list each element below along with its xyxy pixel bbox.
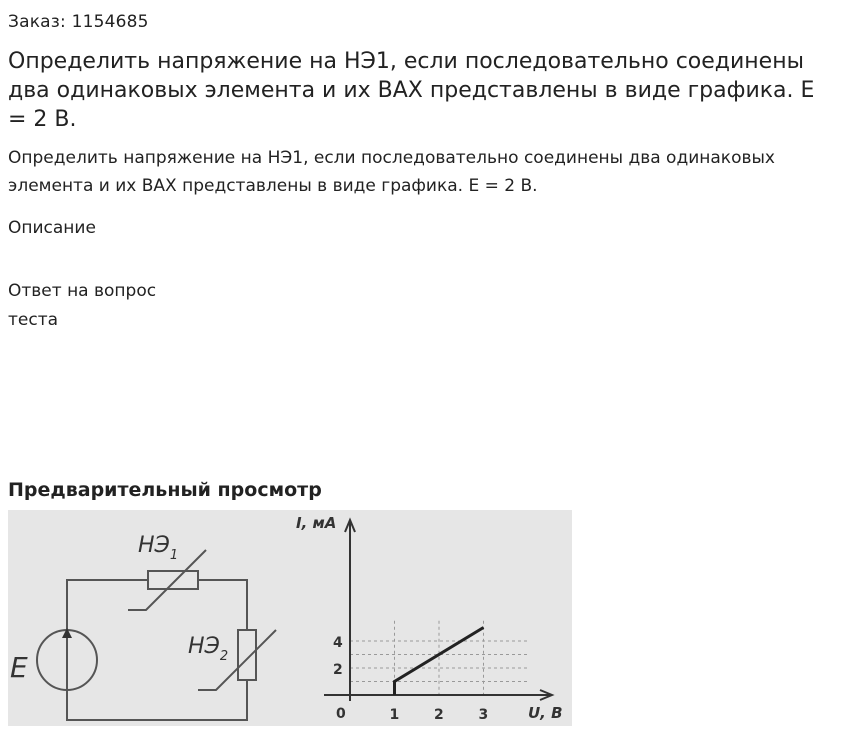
task-title: Определить напряжение на НЭ1, если последовательно соединены два одинаковых элемента и их ВАХ представлены в виде графика. E = 2 В. (8, 49, 815, 132)
graph-y-axis-label: I, мА (296, 514, 337, 532)
answer-label: Ответ на вопрос теста (8, 281, 157, 330)
description-heading: Описание (8, 218, 96, 238)
y-tick-label: 4 (333, 635, 343, 651)
preview-image (8, 510, 572, 726)
vac-curve (395, 628, 484, 696)
graph-origin-label: 0 (336, 706, 346, 722)
order-number: Заказ: 1154685 (8, 12, 149, 32)
element-ne2-label: $НЭ_2$ (188, 634, 229, 664)
circuit-wire-left-top (67, 580, 148, 660)
element-ne1-label: $НЭ_1$ (138, 533, 179, 563)
x-tick-label: 3 (478, 707, 489, 723)
x-tick-label: 1 (389, 707, 400, 723)
circuit-diagram (37, 550, 276, 720)
preview-figure (8, 510, 572, 726)
x-tick-label: 2 (434, 707, 444, 723)
y-tick-label: 2 (333, 662, 343, 678)
element-ne1-body (148, 571, 198, 589)
circuit-wire-top-right (198, 580, 247, 630)
source-label: E (10, 651, 28, 684)
element-ne2-body (238, 630, 256, 680)
vac-graph (324, 520, 552, 723)
preview-title: Предварительный просмотр (8, 479, 322, 501)
task-description: Определить напряжение на НЭ1, если последовательно соединены два одинаковых элемента и их ВАХ представлены в виде графика. E = 2 В. (8, 148, 775, 196)
graph-x-axis-label: U, В (528, 704, 563, 722)
